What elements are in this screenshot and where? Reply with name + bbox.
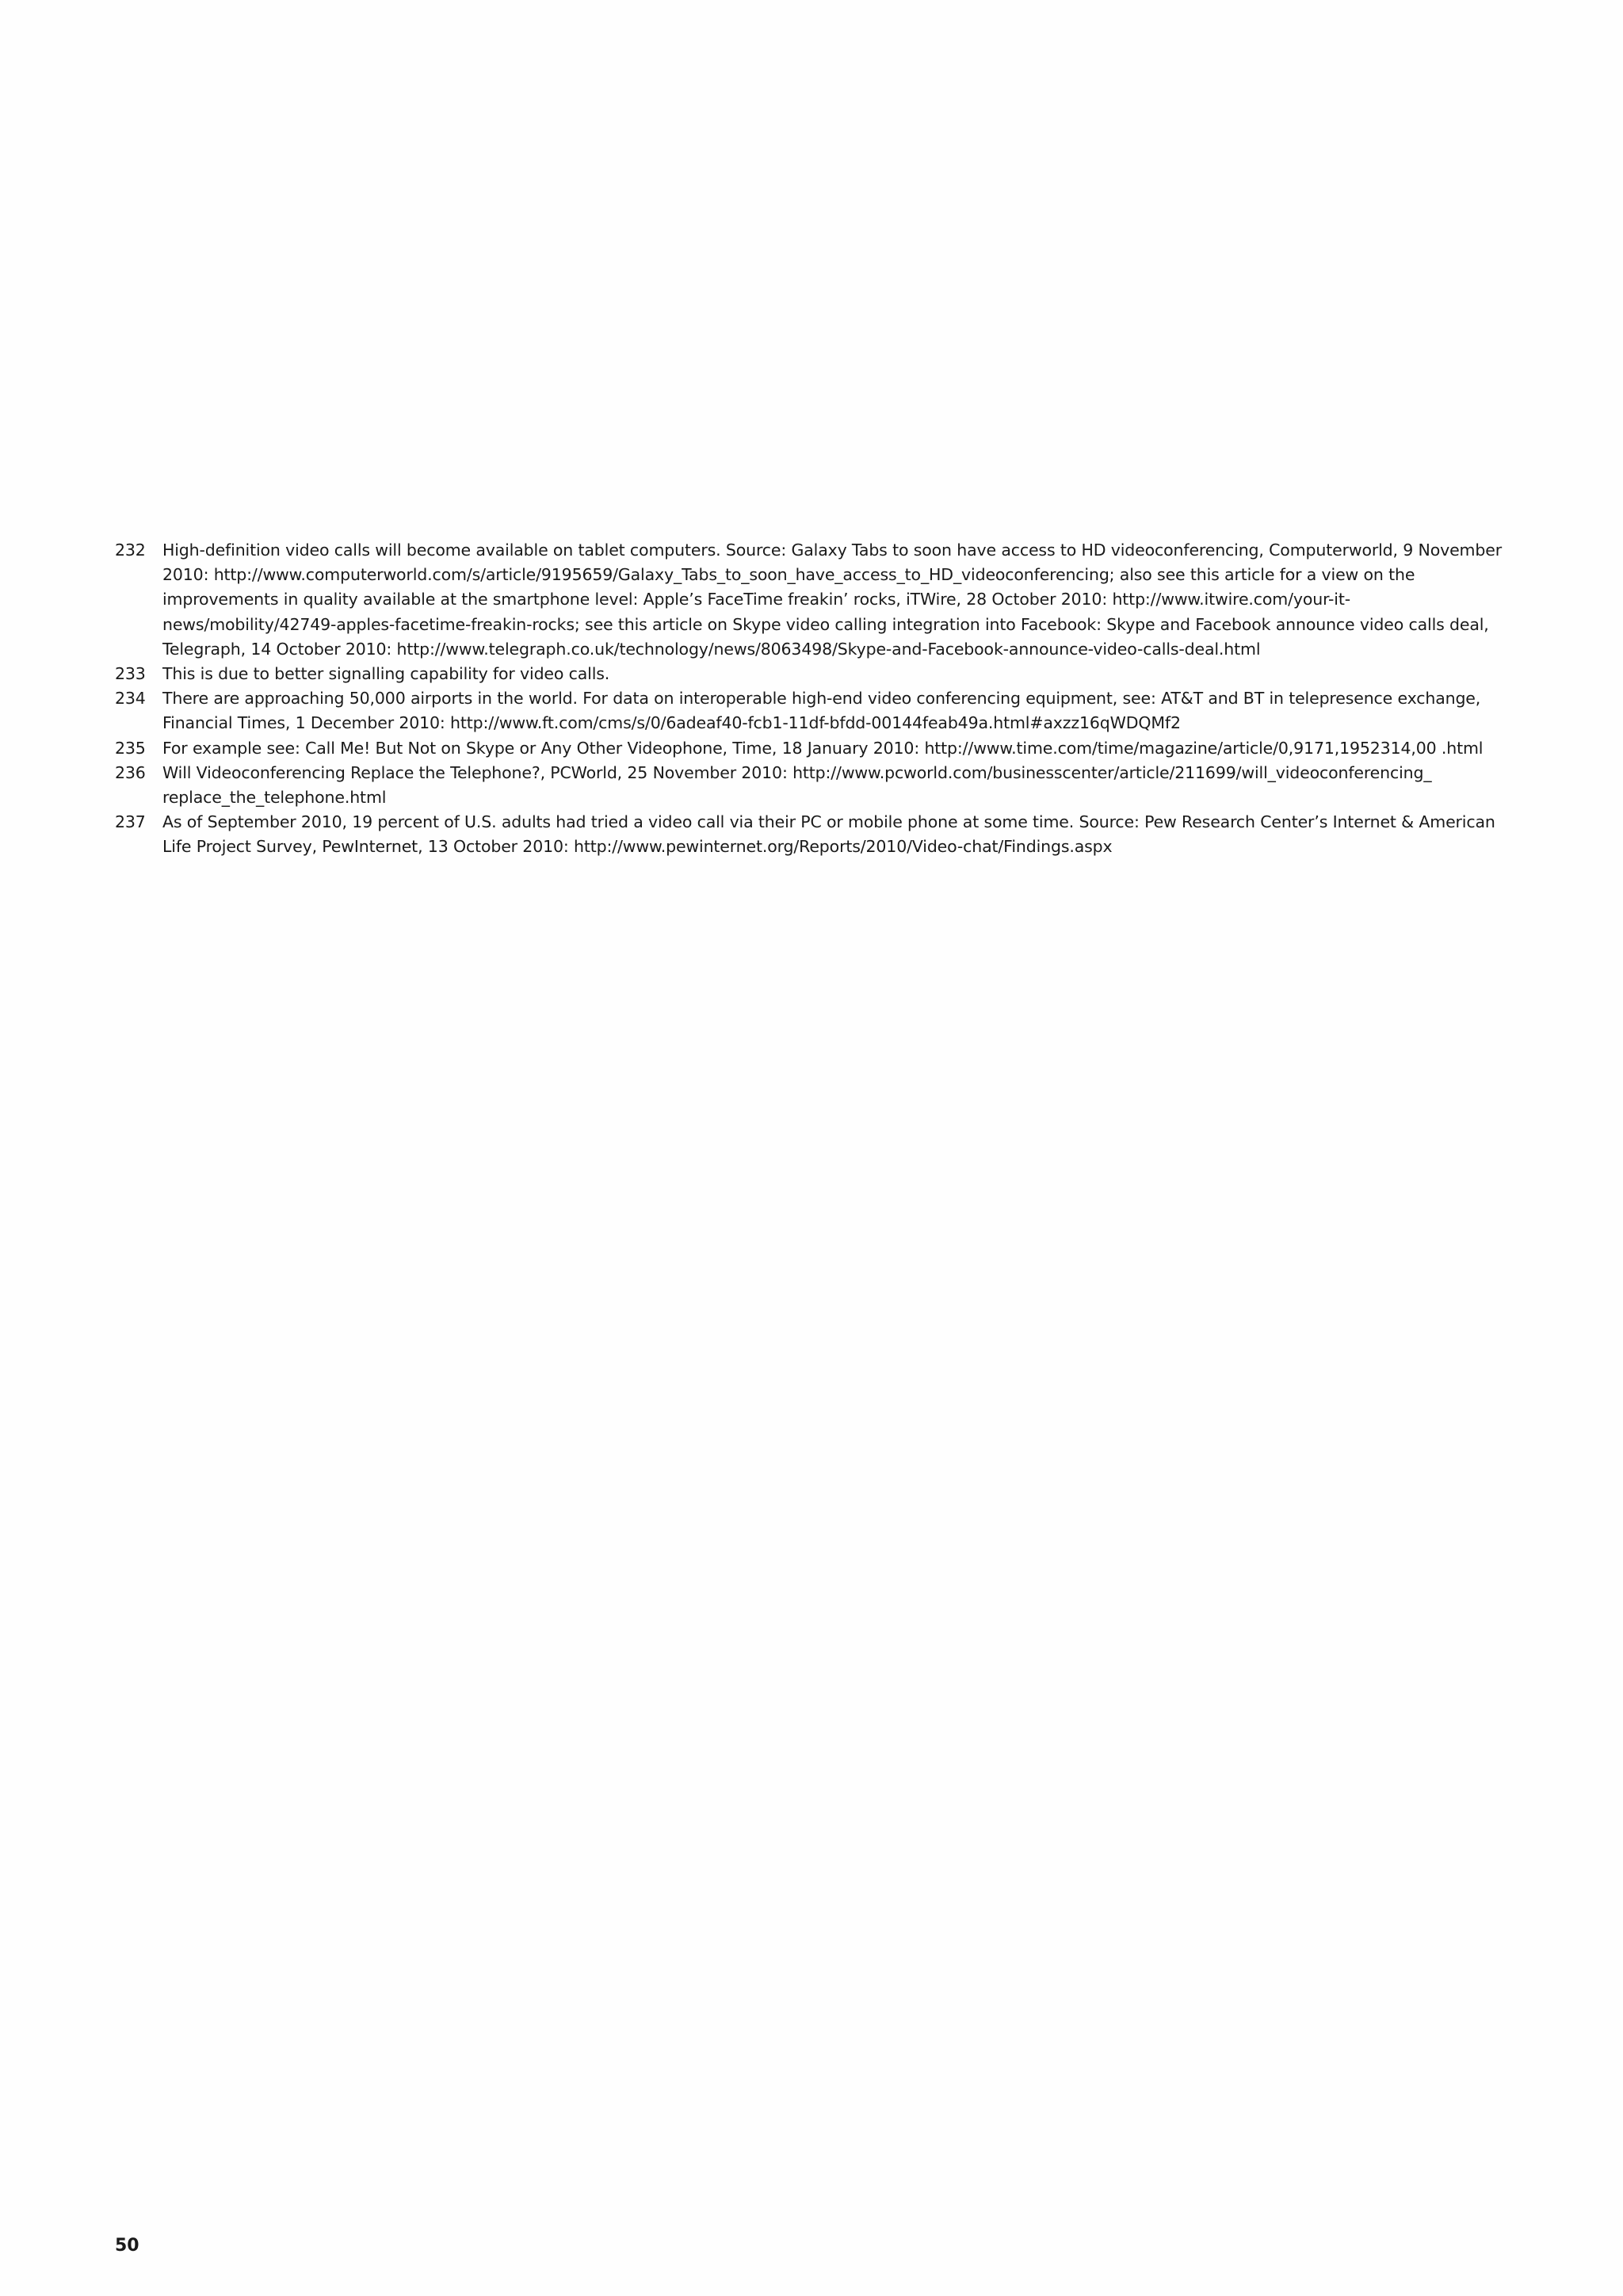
footnote-233: [115, 662, 1518, 686]
footnote-234: [115, 686, 1518, 735]
footnote-number: 236: [115, 762, 146, 782]
page-number: 50: [115, 2236, 139, 2256]
footnote-text: This is due to better signalling capability for video calls.: [162, 664, 610, 684]
footnote-number: 234: [115, 689, 146, 709]
footnote-text: High-definition video calls will become available on tablet computers. Source: Galaxy Tabs to soon have access to HD videoconferencing, Computerworld, 9 November 2010: http://www.computerworld.com/s/article/9195659/Galaxy_Tabs_to_soon_have_access_to_HD_videoconferencing; also see this article for a view on the improvements in quality available at the smartphone level: Apple’s FaceTime freakin’ rocks, iTWire, 28 October 2010: http://www.itwire.com/your-it-news/mobility/42749-apples-facetime-freakin-rocks; see this article on Skype video calling integration into Facebook: Skype and Facebook announce video calls deal, Telegraph, 14 October 2010: http://www.telegraph.co.uk/technology/news/8063498/Skype-and-Facebook-announce-video-calls-deal.html: [162, 541, 1502, 659]
footnote-text: Will Videoconferencing Replace the Telephone?, PCWorld, 25 November 2010: http://www.pcworld.com/businesscenter/article/211699/will_videoconferencing_ replace_the_telephone.html: [162, 762, 1432, 808]
footnote-235: [115, 736, 1518, 761]
footnote-237: [115, 810, 1518, 859]
footnote-text: As of September 2010, 19 percent of U.S. adults had tried a video call via their PC or mobile phone at some time. Source: Pew Research Center’s Internet & American Life Project Survey, PewInternet, 13 October 2010: http://www.pewinternet.org/Reports/2010/Video-chat/Findings.aspx: [162, 812, 1495, 857]
footnote-number: 237: [115, 812, 146, 832]
footnote-text: There are approaching 50,000 airports in the world. For data on interoperable high-end video conferencing equipment, see: AT&T and BT in telepresence exchange, Financial Times, 1 December 2010: http://www.ft.com/cms/s/0/6adeaf40-fcb1-11df-bfdd-00144feab49a.html#axzz16qWDQMf2: [162, 689, 1481, 733]
footnote-number: 232: [115, 541, 146, 560]
footnote-number: 233: [115, 664, 146, 684]
footnote-236: [115, 761, 1518, 810]
footnote-number: 235: [115, 738, 146, 758]
footnotes-list: [115, 538, 1518, 860]
footnote-text: For example see: Call Me! But Not on Skype or Any Other Videophone, Time, 18 January 2010: http://www.time.com/time/magazine/article/0,9171,1952314,00 .html: [162, 738, 1484, 758]
footnote-232: [115, 538, 1518, 662]
